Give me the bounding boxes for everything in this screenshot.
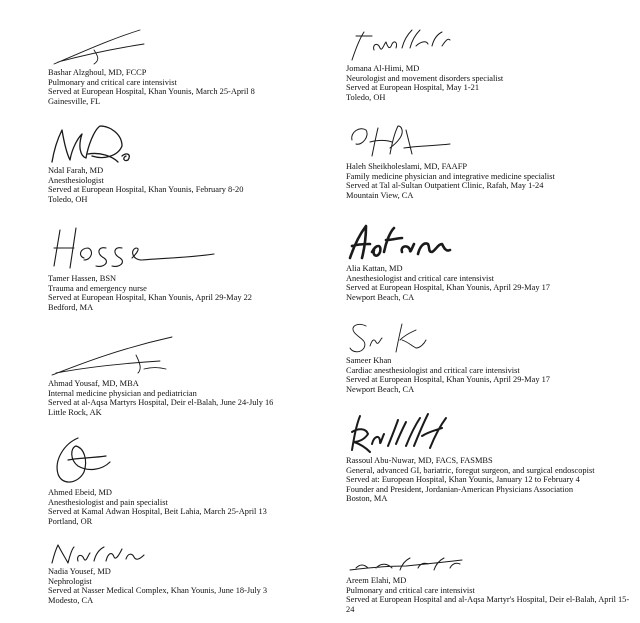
signatory-service: Served at Tal al-Sultan Outpatient Clinic, Rafah, May 1-24 <box>346 181 544 191</box>
signatory-location: Gainesville, FL <box>48 96 101 106</box>
signatory-name: Bashar Alzghoul, MD, FCCP <box>48 68 147 77</box>
signatory-service: Served at European Hospital and al-Aqsa Martyr's Hospital, Deir el-Balah, April 15-24 <box>346 595 630 614</box>
signatory-entry <box>346 120 636 200</box>
signatory-text <box>346 64 636 102</box>
signatory-location: Bedford, MA <box>48 302 94 312</box>
signatory-entry <box>48 26 348 106</box>
signatory-text <box>346 264 636 302</box>
signatory-service: Served at European Hospital, Khan Younis, April 29-May 17 <box>346 283 550 293</box>
signatory-service: Served at: European Hospital, Khan Younis, January 12 to February 4 <box>346 475 580 485</box>
signatory-role: Anesthesiologist <box>48 175 104 185</box>
signatory-role: Nephrologist <box>48 576 92 586</box>
signatory-text <box>48 379 348 417</box>
signatory-role: Trauma and emergency nurse <box>48 283 147 293</box>
signature <box>48 333 178 379</box>
signatory-text <box>48 488 348 526</box>
signature <box>346 410 456 456</box>
signatory-service: Served at European Hospital, Khan Younis, March 25-April 8 <box>48 87 255 97</box>
signatory-location: Boston, MA <box>346 494 388 504</box>
signatory-service: Served at Nasser Medical Complex, Khan Younis, June 18-July 3 <box>48 586 268 596</box>
signatory-location: Newport Beach, CA <box>346 292 415 302</box>
signature <box>48 541 148 567</box>
signatory-name: Nadia Yousef, MD <box>48 567 111 576</box>
signatory-entry <box>346 222 636 302</box>
signatory-name: Haleh Sheikholeslami, MD, FAAFP <box>346 162 468 171</box>
signatory-role: Family medicine physician and integrative medicine specialist <box>346 171 555 181</box>
signatory-service: Served at al-Aqsa Martyrs Hospital, Deir el-Balah, June 24-July 16 <box>48 398 274 408</box>
signatory-name: Ahmed Ebeid, MD <box>48 488 112 497</box>
signatory-location: Toledo, OH <box>48 194 88 204</box>
signatory-service: Served at European Hospital, Khan Younis, April 29-May 22 <box>48 293 252 303</box>
signatory-name: Ndal Farah, MD <box>48 166 104 175</box>
signatory-entry <box>48 434 348 526</box>
signatory-service: Served at European Hospital, May 1-21 <box>346 83 480 93</box>
signatory-role: General, advanced GI, bariatric, foregut surgeon, and surgical endoscopist <box>346 465 595 475</box>
signatory-entry <box>346 26 636 102</box>
signatory-role: Anesthesiologist and critical care intensivist <box>346 273 494 283</box>
signatory-entry <box>48 333 348 417</box>
signatory-entry <box>48 541 348 605</box>
signatory-location: Portland, OR <box>48 516 93 526</box>
signatory-service: Served at European Hospital, Khan Younis, April 29-May 17 <box>346 375 550 385</box>
signatory-name: Rassoul Abu-Nuwar, MD, FACS, FASMBS <box>346 456 493 465</box>
signatory-location: Mountain View, CA <box>346 190 414 200</box>
signature <box>48 218 218 274</box>
signatory-text <box>48 567 348 605</box>
signatory-affiliation: Founder and President, Jordanian-American Physicians Association <box>346 484 574 494</box>
signatory-entry <box>346 410 636 504</box>
signatory-name: Jomana Al-Himi, MD <box>346 64 420 73</box>
signatory-text <box>346 162 636 200</box>
signatory-role: Anesthesiologist and pain specialist <box>48 497 168 507</box>
signatory-location: Modesto, CA <box>48 595 94 605</box>
signature <box>346 554 466 576</box>
signatory-name: Ahmad Yousaf, MD, MBA <box>48 379 139 388</box>
signature <box>346 120 456 162</box>
signatory-role: Pulmonary and critical care intensivist <box>48 77 177 87</box>
signatory-text <box>346 356 636 394</box>
signatory-role: Internal medicine physician and pediatrician <box>48 388 197 398</box>
signatory-entry <box>48 122 348 204</box>
signatory-name: Areem Elahi, MD <box>346 576 407 585</box>
signatory-role: Neurologist and movement disorders specialist <box>346 73 504 83</box>
signatory-role: Cardiac anesthesiologist and critical care intensivist <box>346 365 520 375</box>
signature <box>346 26 456 64</box>
signature <box>346 318 436 356</box>
signatory-name: Sameer Khan <box>346 356 392 365</box>
signatory-role: Pulmonary and critical care intensivist <box>346 585 475 595</box>
signatory-text <box>346 576 636 614</box>
signature <box>346 222 456 264</box>
signatory-text <box>48 68 348 106</box>
signatory-entry <box>48 218 348 312</box>
signatory-name: Tamer Hassen, BSN <box>48 274 117 283</box>
signatory-service: Served at European Hospital, Khan Younis, February 8-20 <box>48 185 244 195</box>
signatory-location: Newport Beach, CA <box>346 384 415 394</box>
signatory-name: Alia Kattan, MD <box>346 264 403 273</box>
signatory-service: Served at Kamal Adwan Hospital, Beit Lahia, March 25-April 13 <box>48 507 267 517</box>
signature <box>48 122 138 166</box>
signatory-text <box>346 456 636 504</box>
signatory-entry <box>346 554 636 614</box>
signatory-text <box>48 166 348 204</box>
signatory-location: Little Rock, AK <box>48 407 102 417</box>
signature <box>48 26 148 68</box>
signatory-entry <box>346 318 636 394</box>
signatory-location: Toledo, OH <box>346 92 386 102</box>
signature <box>48 434 118 488</box>
signatory-text <box>48 274 348 312</box>
